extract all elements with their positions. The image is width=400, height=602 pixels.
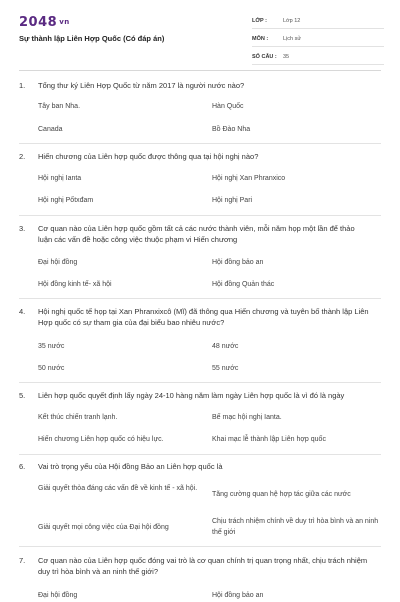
question-divider (19, 143, 381, 144)
answer-option[interactable]: Hiến chương Liên hợp quốc có hiệu lực. (38, 436, 164, 443)
meta-value: 35 (283, 54, 290, 60)
logo-text: 2048 (19, 15, 58, 30)
question-4 (19, 306, 381, 328)
question-text: Hiến chương của Liên hợp quốc được thông qua tại hội nghị nào? (38, 152, 259, 161)
meta-value: Lớp 12 (283, 18, 301, 24)
answer-option[interactable]: Bồ Đào Nha (212, 126, 251, 133)
meta-row-subject (252, 32, 384, 47)
answer-option[interactable]: Hội nghị Pari (212, 197, 253, 204)
logo-suffix: vn (59, 18, 70, 26)
question-number: 1. (19, 81, 26, 90)
question-number: 7. (19, 556, 26, 565)
answer-option[interactable]: Hội đồng bảo an (212, 592, 264, 599)
question-7 (19, 555, 381, 577)
question-3 (19, 223, 381, 245)
document-header (0, 0, 400, 76)
answer-option[interactable]: Canada (38, 126, 63, 133)
question-number: 3. (19, 224, 26, 233)
meta-label: SỐ CÂU : (252, 54, 277, 60)
answer-option[interactable]: Tây ban Nha. (38, 103, 81, 110)
answer-option[interactable]: Giải quyết thỏa đáng các vấn đề về kinh tế - xã hội. (38, 485, 198, 492)
question-text: Tổng thư ký Liên Hợp Quốc từ năm 2017 là người nước nào? (38, 81, 245, 90)
question-text: Vai trò trọng yếu của Hội đồng Bảo an Liên hợp quốc là (38, 462, 223, 471)
answer-option[interactable]: Khai mạc lễ thành lập Liên hợp quốc (212, 436, 326, 443)
answer-option[interactable]: Hội đồng Quản thác (212, 281, 275, 288)
question-number: 4. (19, 307, 26, 316)
question-divider (19, 215, 381, 216)
question-6 (19, 461, 381, 472)
answer-option[interactable]: Hội đồng kinh tế- xã hội (38, 281, 112, 288)
answer-option[interactable]: Hội nghị Ianta (38, 175, 82, 182)
question-number: 6. (19, 462, 26, 471)
answer-option[interactable]: Đại hội đồng (38, 592, 78, 599)
meta-label: LỚP : (252, 18, 267, 24)
answer-option[interactable]: Đại hội đồng (38, 259, 78, 266)
question-2 (19, 151, 381, 162)
question-divider (19, 382, 381, 383)
answer-option[interactable]: Hội nghị Pốtxđam (38, 197, 94, 204)
question-number: 5. (19, 391, 26, 400)
answer-option[interactable]: 48 nước (212, 343, 239, 350)
question-text: Cơ quan nào của Liên hợp quốc gồm tất cả các nước thành viên, mỗi năm họp một lần để thảo luận các vấn đề hoặc công việc thuộc phạm vi Hiến chương (38, 224, 355, 244)
question-text: Hội nghị quốc tế họp tại Xan Phranxixcô (Mĩ) đã thông qua Hiến chương và tuyên bố thành lập Liên Hợp quốc có sự tham gia của đại biểu bao nhiêu nước? (38, 307, 369, 327)
question-number: 2. (19, 152, 26, 161)
question-1 (19, 80, 381, 91)
answer-option[interactable]: 55 nước (212, 365, 239, 372)
answer-option[interactable]: Giải quyết mọi công việc của Đại hội đồng (38, 524, 169, 531)
answer-option[interactable]: Tăng cường quan hệ hợp tác giữa các nước (212, 491, 351, 498)
question-text: Liên hợp quốc quyết định lấy ngày 24-10 hàng năm làm ngày Liên hợp quốc là vì đó là ngày (38, 391, 345, 400)
document-meta (252, 14, 384, 68)
site-logo[interactable] (19, 15, 70, 30)
question-5 (19, 390, 381, 401)
answer-option[interactable]: 50 nước (38, 365, 65, 372)
question-text: Cơ quan nào của Liên hợp quốc đóng vai trò là cơ quan chính trị quan trọng nhất, chịu trách nhiệm duy trì hòa bình và an ninh thế giới? (38, 556, 368, 576)
answer-option[interactable]: Hội nghị Xan Phranxico (212, 175, 286, 182)
document-title: Sự thành lập Liên Hợp Quốc (Có đáp án) (19, 34, 165, 43)
header-divider (19, 70, 381, 71)
answer-option[interactable]: Kết thúc chiến tranh lạnh. (38, 414, 118, 421)
answer-option[interactable]: 35 nước (38, 343, 65, 350)
answer-option[interactable]: Hàn Quốc (212, 103, 244, 110)
question-divider (19, 454, 381, 455)
answer-option[interactable]: Chịu trách nhiệm chính về duy trì hòa bình và an ninh thế giới (212, 518, 379, 536)
meta-row-class (252, 14, 384, 29)
meta-row-count (252, 50, 384, 65)
answer-option[interactable]: Bế mạc hội nghị Ianta. (212, 414, 282, 421)
meta-value: Lịch sử (283, 36, 302, 42)
answer-option[interactable]: Hội đồng bảo an (212, 259, 264, 266)
meta-label: MÔN : (252, 36, 269, 42)
question-divider (19, 546, 381, 547)
question-divider (19, 298, 381, 299)
